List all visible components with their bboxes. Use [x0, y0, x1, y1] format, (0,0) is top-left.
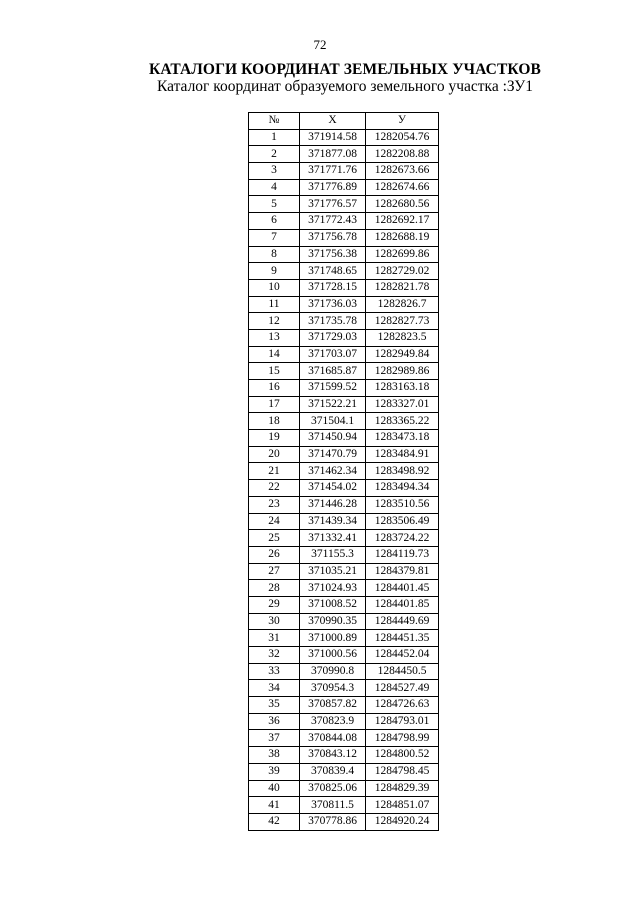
coordinates-table — [248, 112, 439, 831]
table-row — [249, 613, 439, 630]
table-row — [249, 563, 439, 580]
cell-x: 371024.93 — [300, 580, 366, 597]
cell-number: 30 — [249, 613, 300, 630]
cell-y: 1282989.86 — [366, 363, 439, 380]
cell-number: 38 — [249, 747, 300, 764]
table-row — [249, 480, 439, 497]
cell-number: 42 — [249, 813, 300, 830]
table-row — [249, 763, 439, 780]
cell-x: 371155.3 — [300, 546, 366, 563]
cell-y: 1283724.22 — [366, 530, 439, 547]
cell-number: 19 — [249, 430, 300, 447]
table-row — [249, 329, 439, 346]
header-number: № — [249, 113, 300, 130]
cell-y: 1282674.66 — [366, 179, 439, 196]
cell-x: 370857.82 — [300, 697, 366, 714]
table-row — [249, 346, 439, 363]
cell-number: 9 — [249, 263, 300, 280]
cell-y: 1284450.5 — [366, 663, 439, 680]
cell-number: 17 — [249, 396, 300, 413]
table-row — [249, 179, 439, 196]
cell-x: 371035.21 — [300, 563, 366, 580]
cell-number: 7 — [249, 229, 300, 246]
cell-number: 36 — [249, 713, 300, 730]
table-row — [249, 780, 439, 797]
cell-number: 6 — [249, 213, 300, 230]
cell-y: 1283510.56 — [366, 496, 439, 513]
table-row — [249, 747, 439, 764]
table-row — [249, 363, 439, 380]
cell-x: 371008.52 — [300, 596, 366, 613]
cell-y: 1282729.02 — [366, 263, 439, 280]
cell-number: 35 — [249, 697, 300, 714]
cell-number: 14 — [249, 346, 300, 363]
table-row — [249, 396, 439, 413]
table-row — [249, 296, 439, 313]
cell-y: 1284851.07 — [366, 797, 439, 814]
cell-y: 1282949.84 — [366, 346, 439, 363]
table-row — [249, 196, 439, 213]
table-row — [249, 229, 439, 246]
header-y: У — [366, 113, 439, 130]
cell-y: 1282827.73 — [366, 313, 439, 330]
cell-y: 1284527.49 — [366, 680, 439, 697]
cell-y: 1282826.7 — [366, 296, 439, 313]
cell-y: 1284920.24 — [366, 813, 439, 830]
cell-x: 371522.21 — [300, 396, 366, 413]
cell-x: 371462.34 — [300, 463, 366, 480]
cell-x: 371450.94 — [300, 430, 366, 447]
cell-x: 370811.5 — [300, 797, 366, 814]
cell-x: 370839.4 — [300, 763, 366, 780]
cell-y: 1284800.52 — [366, 747, 439, 764]
cell-y: 1284798.99 — [366, 730, 439, 747]
table-row — [249, 530, 439, 547]
cell-x: 371877.08 — [300, 146, 366, 163]
cell-number: 26 — [249, 546, 300, 563]
cell-y: 1284451.35 — [366, 630, 439, 647]
cell-y: 1283327.01 — [366, 396, 439, 413]
table-row — [249, 246, 439, 263]
cell-y: 1282821.78 — [366, 279, 439, 296]
cell-number: 2 — [249, 146, 300, 163]
cell-number: 29 — [249, 596, 300, 613]
cell-number: 24 — [249, 513, 300, 530]
cell-number: 37 — [249, 730, 300, 747]
cell-number: 34 — [249, 680, 300, 697]
cell-x: 371776.57 — [300, 196, 366, 213]
cell-y: 1282054.76 — [366, 129, 439, 146]
cell-number: 5 — [249, 196, 300, 213]
cell-x: 371703.07 — [300, 346, 366, 363]
cell-number: 11 — [249, 296, 300, 313]
cell-number: 8 — [249, 246, 300, 263]
cell-x: 371599.52 — [300, 380, 366, 397]
cell-number: 13 — [249, 329, 300, 346]
cell-x: 371000.89 — [300, 630, 366, 647]
table-row — [249, 730, 439, 747]
table-row — [249, 713, 439, 730]
cell-y: 1282688.19 — [366, 229, 439, 246]
cell-number: 41 — [249, 797, 300, 814]
cell-x: 371756.78 — [300, 229, 366, 246]
cell-x: 371729.03 — [300, 329, 366, 346]
table-row — [249, 463, 439, 480]
cell-number: 10 — [249, 279, 300, 296]
cell-x: 371446.28 — [300, 496, 366, 513]
cell-y: 1284449.69 — [366, 613, 439, 630]
cell-x: 370990.8 — [300, 663, 366, 680]
cell-number: 12 — [249, 313, 300, 330]
cell-x: 371736.03 — [300, 296, 366, 313]
cell-x: 371771.76 — [300, 163, 366, 180]
table-row — [249, 630, 439, 647]
cell-y: 1282699.86 — [366, 246, 439, 263]
table-row — [249, 513, 439, 530]
page-number: 72 — [313, 37, 327, 52]
cell-number: 22 — [249, 480, 300, 497]
table-row — [249, 680, 439, 697]
cell-x: 371454.02 — [300, 480, 366, 497]
cell-number: 25 — [249, 530, 300, 547]
cell-y: 1284829.39 — [366, 780, 439, 797]
table-row — [249, 797, 439, 814]
cell-y: 1282673.66 — [366, 163, 439, 180]
cell-x: 371756.38 — [300, 246, 366, 263]
cell-y: 1284798.45 — [366, 763, 439, 780]
table-row — [249, 430, 439, 447]
cell-number: 27 — [249, 563, 300, 580]
table-row — [249, 263, 439, 280]
table-row — [249, 163, 439, 180]
cell-number: 15 — [249, 363, 300, 380]
cell-number: 40 — [249, 780, 300, 797]
cell-x: 371776.89 — [300, 179, 366, 196]
cell-y: 1284119.73 — [366, 546, 439, 563]
cell-number: 39 — [249, 763, 300, 780]
cell-y: 1283494.34 — [366, 480, 439, 497]
table-row — [249, 446, 439, 463]
table-row — [249, 813, 439, 830]
cell-number: 16 — [249, 380, 300, 397]
cell-x: 371332.41 — [300, 530, 366, 547]
cell-y: 1282208.88 — [366, 146, 439, 163]
cell-number: 31 — [249, 630, 300, 647]
cell-number: 33 — [249, 663, 300, 680]
cell-x: 371914.58 — [300, 129, 366, 146]
cell-x: 371685.87 — [300, 363, 366, 380]
cell-number: 23 — [249, 496, 300, 513]
cell-y: 1284793.01 — [366, 713, 439, 730]
cell-number: 4 — [249, 179, 300, 196]
table-row — [249, 697, 439, 714]
cell-number: 3 — [249, 163, 300, 180]
table-row — [249, 596, 439, 613]
cell-number: 28 — [249, 580, 300, 597]
cell-number: 20 — [249, 446, 300, 463]
cell-x: 371728.15 — [300, 279, 366, 296]
cell-x: 370844.08 — [300, 730, 366, 747]
cell-x: 370954.3 — [300, 680, 366, 697]
cell-y: 1284452.04 — [366, 647, 439, 664]
table-row — [249, 146, 439, 163]
table-row — [249, 647, 439, 664]
table-row — [249, 279, 439, 296]
table-row — [249, 380, 439, 397]
cell-y: 1283498.92 — [366, 463, 439, 480]
table-row — [249, 313, 439, 330]
cell-y: 1282692.17 — [366, 213, 439, 230]
cell-y: 1284401.85 — [366, 596, 439, 613]
page-title: КАТАЛОГИ КООРДИНАТ ЗЕМЕЛЬНЫХ УЧАСТКОВ — [149, 61, 541, 78]
cell-number: 1 — [249, 129, 300, 146]
cell-x: 370843.12 — [300, 747, 366, 764]
cell-x: 371735.78 — [300, 313, 366, 330]
cell-x: 371000.56 — [300, 647, 366, 664]
cell-y: 1284379.81 — [366, 563, 439, 580]
cell-x: 371772.43 — [300, 213, 366, 230]
cell-x: 370825.06 — [300, 780, 366, 797]
table-row — [249, 663, 439, 680]
cell-number: 18 — [249, 413, 300, 430]
cell-y: 1283163.18 — [366, 380, 439, 397]
cell-number: 21 — [249, 463, 300, 480]
cell-x: 371504.1 — [300, 413, 366, 430]
table-body — [249, 129, 439, 830]
table-row — [249, 580, 439, 597]
table-row — [249, 546, 439, 563]
table-header-row — [249, 113, 439, 130]
table-row — [249, 213, 439, 230]
cell-y: 1283506.49 — [366, 513, 439, 530]
cell-x: 371748.65 — [300, 263, 366, 280]
page-subtitle: Каталог координат образуемого земельного участка :ЗУ1 — [156, 78, 534, 95]
cell-x: 370823.9 — [300, 713, 366, 730]
cell-y: 1284401.45 — [366, 580, 439, 597]
cell-y: 1283365.22 — [366, 413, 439, 430]
table-row — [249, 496, 439, 513]
cell-number: 32 — [249, 647, 300, 664]
cell-x: 371470.79 — [300, 446, 366, 463]
cell-y: 1282823.5 — [366, 329, 439, 346]
cell-x: 370990.35 — [300, 613, 366, 630]
header-x: X — [300, 113, 366, 130]
cell-y: 1283484.91 — [366, 446, 439, 463]
cell-y: 1284726.63 — [366, 697, 439, 714]
table-row — [249, 413, 439, 430]
cell-x: 371439.34 — [300, 513, 366, 530]
cell-x: 370778.86 — [300, 813, 366, 830]
table-row — [249, 129, 439, 146]
cell-y: 1283473.18 — [366, 430, 439, 447]
cell-y: 1282680.56 — [366, 196, 439, 213]
